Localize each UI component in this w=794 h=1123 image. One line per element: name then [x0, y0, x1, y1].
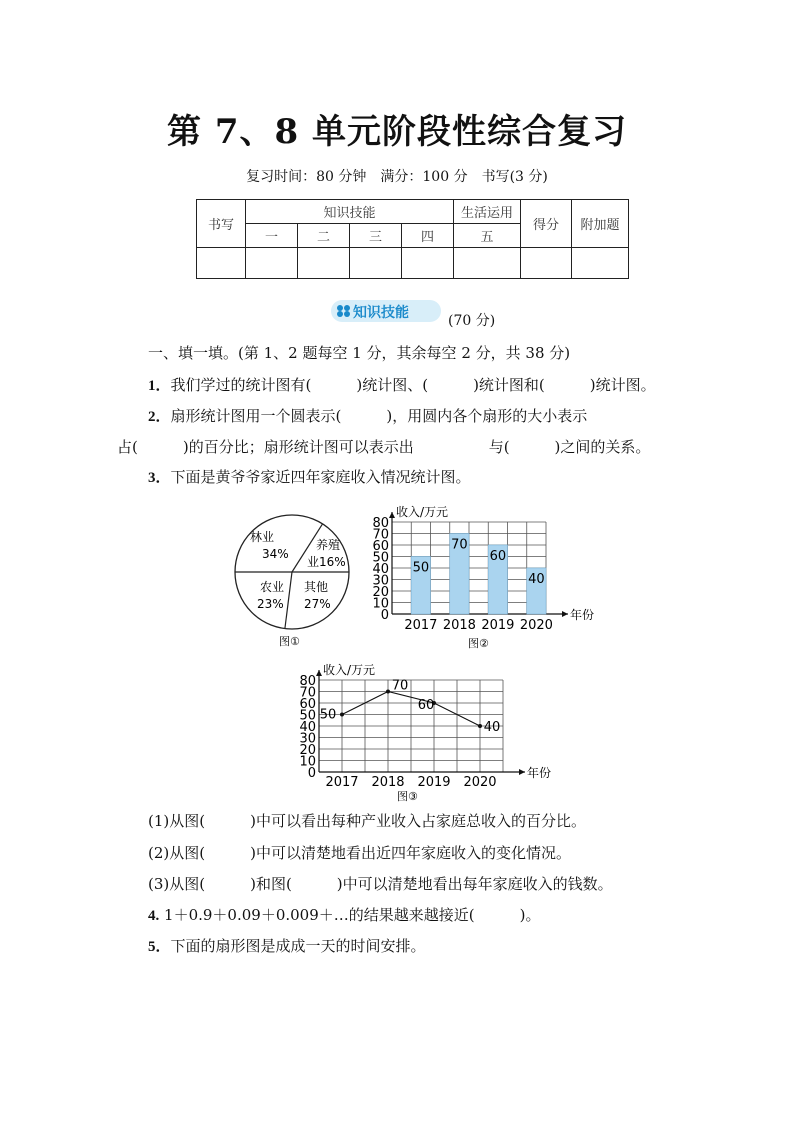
y-tick-label: 50 [299, 708, 316, 724]
y-axis-label: 收入/万元 [396, 505, 449, 519]
y-tick-label: 20 [299, 743, 316, 758]
pie-pct-breeding: 业16% [307, 555, 346, 569]
bar-chart [366, 497, 596, 652]
question-1 [148, 374, 656, 395]
x-axis-label: 年份 [570, 608, 595, 622]
x-tick-label: 2019 [417, 775, 451, 790]
dots-icon [337, 305, 351, 317]
question-text: 下面的扇形图是成成一天的时间安排。 [170, 937, 426, 955]
y-axis-arrow [389, 512, 395, 518]
x-tick-label: 2020 [463, 775, 497, 790]
data-value-label: 60 [417, 698, 435, 713]
section-badge [331, 300, 441, 322]
y-tick-label: 70 [372, 527, 389, 543]
y-axis-arrow [316, 670, 322, 676]
header-sub-5: 五 [454, 224, 521, 248]
header-life: 生活运用 [454, 200, 521, 224]
y-tick-label: 80 [372, 516, 389, 531]
sub-question-3: (3)从图( )和图( )中可以清楚地看出每年家庭收入的钱数。 [148, 875, 613, 893]
sub-question-2: (2)从图( )中可以清楚地看出近四年家庭收入的变化情况。 [148, 844, 571, 862]
pie-chart [232, 510, 362, 650]
bar-value-label: 70 [451, 537, 468, 553]
y-axis-label: 收入/万元 [323, 663, 376, 677]
header-sub-4: 四 [402, 224, 454, 248]
y-tick-label: 60 [299, 697, 316, 712]
y-tick-label: 40 [372, 562, 389, 577]
score-cell[interactable] [521, 248, 572, 279]
data-value-label: 40 [483, 720, 501, 735]
score-cell[interactable] [298, 248, 350, 279]
question-2 [148, 405, 587, 426]
question-number: 3． [148, 470, 171, 486]
question-text: 我们学过的统计图有( )统计图、( )统计图和( )统计图。 [170, 376, 656, 394]
y-tick-label: 40 [299, 720, 316, 735]
question-number: 5． [148, 939, 171, 955]
x-axis-arrow [519, 769, 525, 775]
question-text: 下面是黄爷爷家近四年家庭收入情况统计图。 [170, 468, 471, 486]
score-table [196, 199, 629, 279]
header-extra: 附加题 [572, 200, 629, 248]
question-text: 扇形统计图用一个圆表示( )，用圆内各个扇形的大小表示 [170, 407, 588, 425]
data-value-label: 50 [319, 707, 337, 723]
part1-heading: 一、填一填。(第 1、2 题每空 1 分，其余每空 2 分，共 38 分) [148, 344, 571, 362]
y-tick-label: 70 [299, 685, 316, 701]
score-cell[interactable] [402, 248, 454, 279]
question-number: 1． [148, 378, 171, 394]
section-badge-label: 知识技能 [353, 305, 409, 321]
bar-value-label: 60 [489, 549, 507, 564]
x-tick-label: 2017 [325, 775, 359, 790]
line-chart [295, 656, 552, 804]
data-point [478, 724, 482, 728]
score-cell[interactable] [246, 248, 298, 279]
pie-label-forestry: 林业 [250, 530, 275, 544]
x-tick-label: 2018 [442, 618, 476, 633]
y-tick-label: 30 [372, 573, 389, 589]
pie-pct-agriculture: 23% [257, 597, 284, 611]
pie-label-agriculture: 农业 [260, 580, 285, 594]
header-sub-2: 二 [298, 224, 350, 248]
y-tick-label: 0 [380, 608, 389, 623]
data-point [340, 713, 344, 717]
pie-pct-other: 27% [304, 597, 331, 611]
question-number: 4. [148, 908, 160, 924]
section-points: (70 分) [448, 313, 496, 329]
x-axis-arrow [562, 611, 568, 617]
sub-question-1: (1)从图( )中可以看出每种产业收入占家庭总收入的百分比。 [148, 812, 586, 830]
pie-pct-forestry: 34% [262, 547, 289, 561]
y-tick-label: 0 [307, 766, 316, 781]
data-value-label: 70 [391, 678, 409, 694]
y-tick-label: 10 [372, 596, 389, 612]
y-tick-label: 50 [372, 550, 389, 566]
question-2-line2: 占( )的百分比；扇形统计图可以表示出 与( )之间的关系。 [117, 438, 651, 456]
header-knowledge: 知识技能 [246, 200, 454, 224]
x-tick-label: 2017 [404, 618, 438, 633]
y-tick-label: 20 [372, 585, 389, 600]
header-write: 书写 [197, 200, 246, 248]
question-4 [148, 904, 540, 925]
pie-caption: 图① [279, 635, 300, 648]
score-cell[interactable] [454, 248, 521, 279]
chart-caption: 图③ [397, 790, 418, 803]
score-cell[interactable] [350, 248, 402, 279]
y-tick-label: 10 [299, 754, 316, 770]
exam-info: 复习时间：80 分钟 满分：100 分 书写(3 分) [246, 169, 548, 185]
question-text: 1＋0.9＋0.09＋0.009＋…的结果越来越接近( )。 [164, 906, 541, 924]
pie-label-other: 其他 [304, 580, 329, 594]
x-tick-label: 2018 [371, 775, 405, 790]
header-score: 得分 [521, 200, 572, 248]
score-cell[interactable] [197, 248, 246, 279]
chart-caption: 图② [468, 637, 489, 650]
x-tick-label: 2019 [481, 618, 515, 633]
bar-value-label: 50 [412, 560, 430, 576]
page-title: 第 7、8 单元阶段性综合复习 [167, 112, 627, 152]
y-tick-label: 30 [299, 731, 316, 747]
y-tick-label: 60 [372, 539, 389, 554]
x-axis-label: 年份 [527, 766, 552, 780]
question-number: 2． [148, 409, 171, 425]
score-cell[interactable] [572, 248, 629, 279]
pie-label-breeding: 养殖 [316, 538, 341, 552]
bar-value-label: 40 [528, 572, 545, 587]
data-point [386, 690, 390, 694]
y-tick-label: 80 [299, 674, 316, 689]
x-tick-label: 2020 [519, 618, 553, 633]
header-sub-1: 一 [246, 224, 298, 248]
question-3 [148, 466, 471, 487]
header-sub-3: 三 [350, 224, 402, 248]
question-5 [148, 935, 426, 956]
